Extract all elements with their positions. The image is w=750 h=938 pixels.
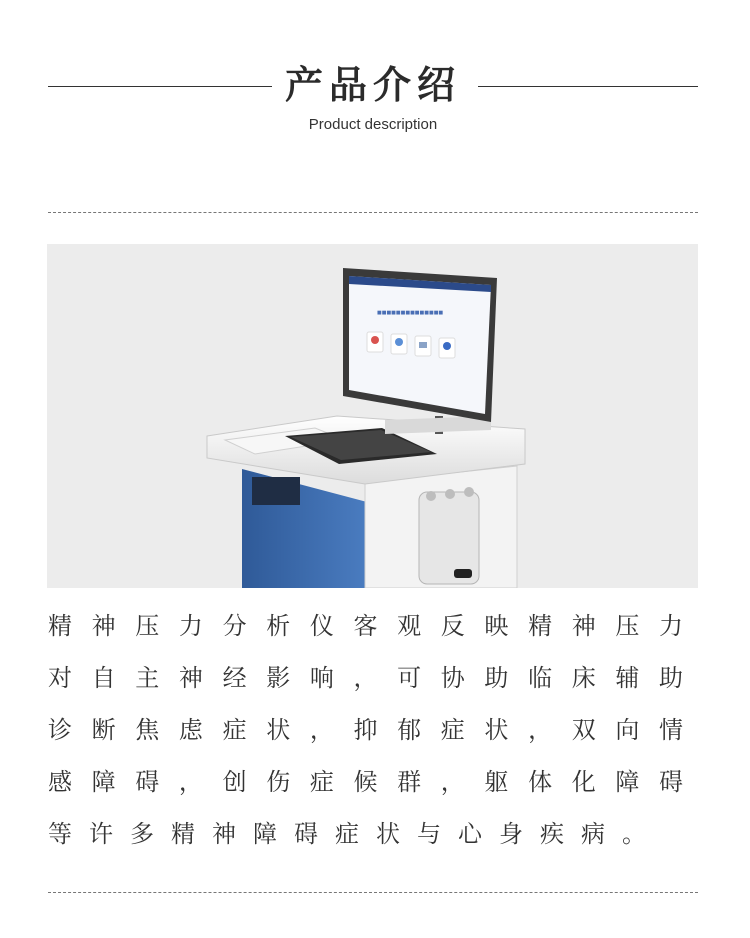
sensor-port-2: [445, 489, 455, 499]
dashed-divider-bottom: [48, 892, 698, 893]
brain-icon: [395, 338, 403, 346]
screen-title: ■■■■■■■■■■■■■■: [377, 310, 444, 316]
power-button: [454, 569, 472, 578]
header-divider-right: [478, 86, 698, 87]
page-subtitle: Product description: [308, 116, 438, 133]
sensor-port-3: [464, 487, 474, 497]
page-title: 产品介绍: [284, 63, 461, 107]
cart-opening: [252, 477, 300, 505]
product-illustration: [47, 244, 698, 588]
heart-icon: [371, 336, 379, 344]
chart-icon: [419, 342, 427, 348]
dashed-divider-top: [48, 212, 698, 213]
gear-icon: [443, 342, 451, 350]
section-header: [48, 58, 698, 138]
sensor-port-1: [426, 491, 436, 501]
product-image: [47, 244, 698, 588]
product-description: 精神压力分析仪客观反映精神压力对自主神经影响，可协助临床辅助诊断焦虑症状，抑郁症状，双向情感障碍，创伤症候群，躯体化障碍等许多精神障碍症状与心身疾病。: [48, 612, 700, 848]
